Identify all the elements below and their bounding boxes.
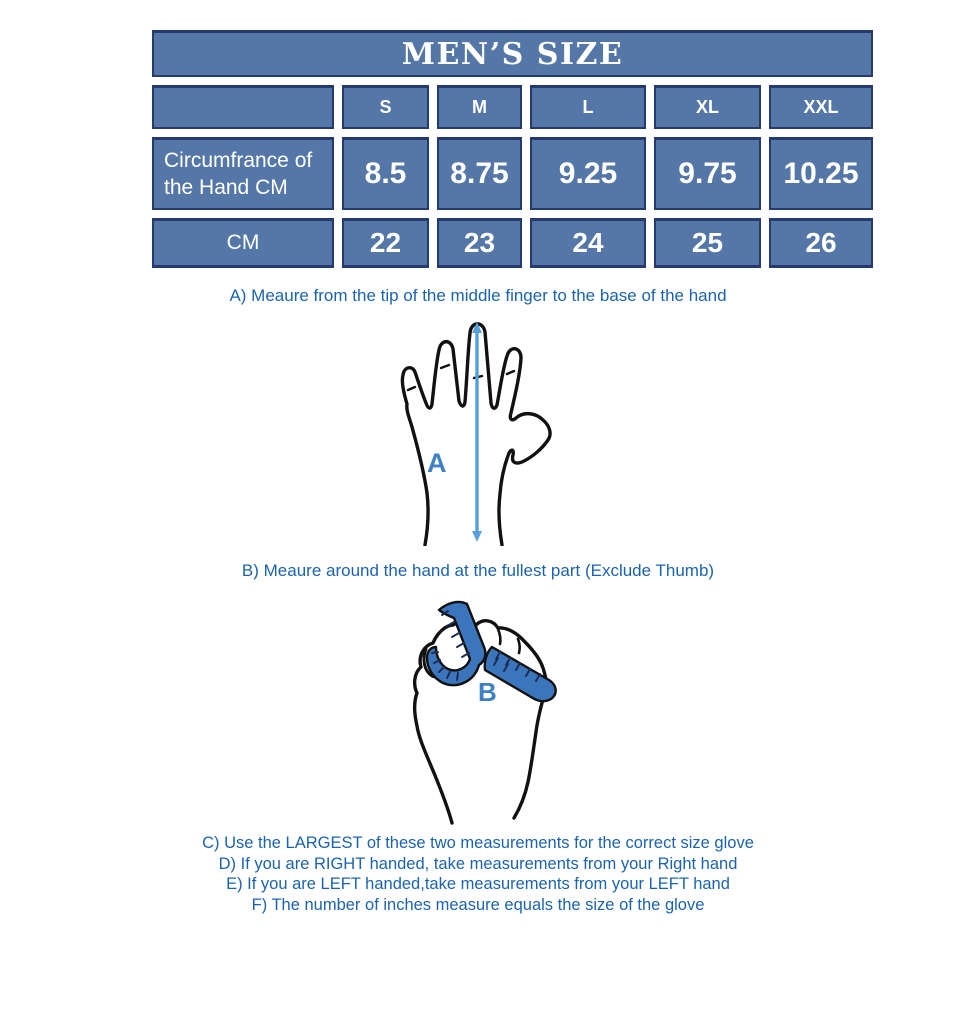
instruction-line-b: B) Meaure around the hand at the fullest part (Exclude Thumb) bbox=[241, 561, 715, 580]
circumference-value-xl: 9.75 bbox=[654, 137, 761, 210]
open-hand-illustration bbox=[383, 314, 555, 546]
cm-value-xl: 25 bbox=[654, 218, 761, 268]
size-header-l: L bbox=[530, 85, 646, 129]
size-header-s: S bbox=[342, 85, 429, 129]
cm-value-l: 24 bbox=[530, 218, 646, 268]
size-header-m: M bbox=[437, 85, 522, 129]
circumference-value-m: 8.75 bbox=[437, 137, 522, 210]
circumference-row-label: Circumfrance of the Hand CM bbox=[152, 137, 334, 210]
cm-value-s: 22 bbox=[342, 218, 429, 268]
fist-illustration bbox=[390, 589, 590, 826]
instruction-line-c: C) Use the LARGEST of these two measurements for the correct size glove bbox=[202, 834, 754, 852]
empty-header-cell bbox=[152, 85, 334, 129]
size-header-xxl: XXL bbox=[769, 85, 873, 129]
instruction-line-d: D) If you are RIGHT handed, take measurements from your Right hand bbox=[218, 854, 738, 873]
figure-a-label: A bbox=[427, 448, 447, 478]
mens-size-table bbox=[152, 30, 873, 268]
cm-value-m: 23 bbox=[437, 218, 522, 268]
circumference-value-l: 9.25 bbox=[530, 137, 646, 210]
cm-row-label: CM bbox=[152, 218, 334, 268]
figure-b-label: B bbox=[478, 677, 497, 707]
size-grid bbox=[152, 85, 873, 268]
circumference-value-s: 8.5 bbox=[342, 137, 429, 210]
circumference-value-xxl: 10.25 bbox=[769, 137, 873, 210]
size-header-xl: XL bbox=[654, 85, 761, 129]
finger-creases bbox=[408, 365, 514, 390]
cm-value-xxl: 26 bbox=[769, 218, 873, 268]
instruction-notes bbox=[0, 833, 956, 915]
instruction-line-a: A) Meaure from the tip of the middle finger to the base of the hand bbox=[229, 286, 727, 305]
instruction-line-f: F) The number of inches measure equals the size of the glove bbox=[251, 895, 705, 914]
table-title: MEN’S SIZE bbox=[152, 30, 873, 77]
instruction-line-e: E) If you are LEFT handed,take measurements from your LEFT hand bbox=[226, 875, 730, 893]
